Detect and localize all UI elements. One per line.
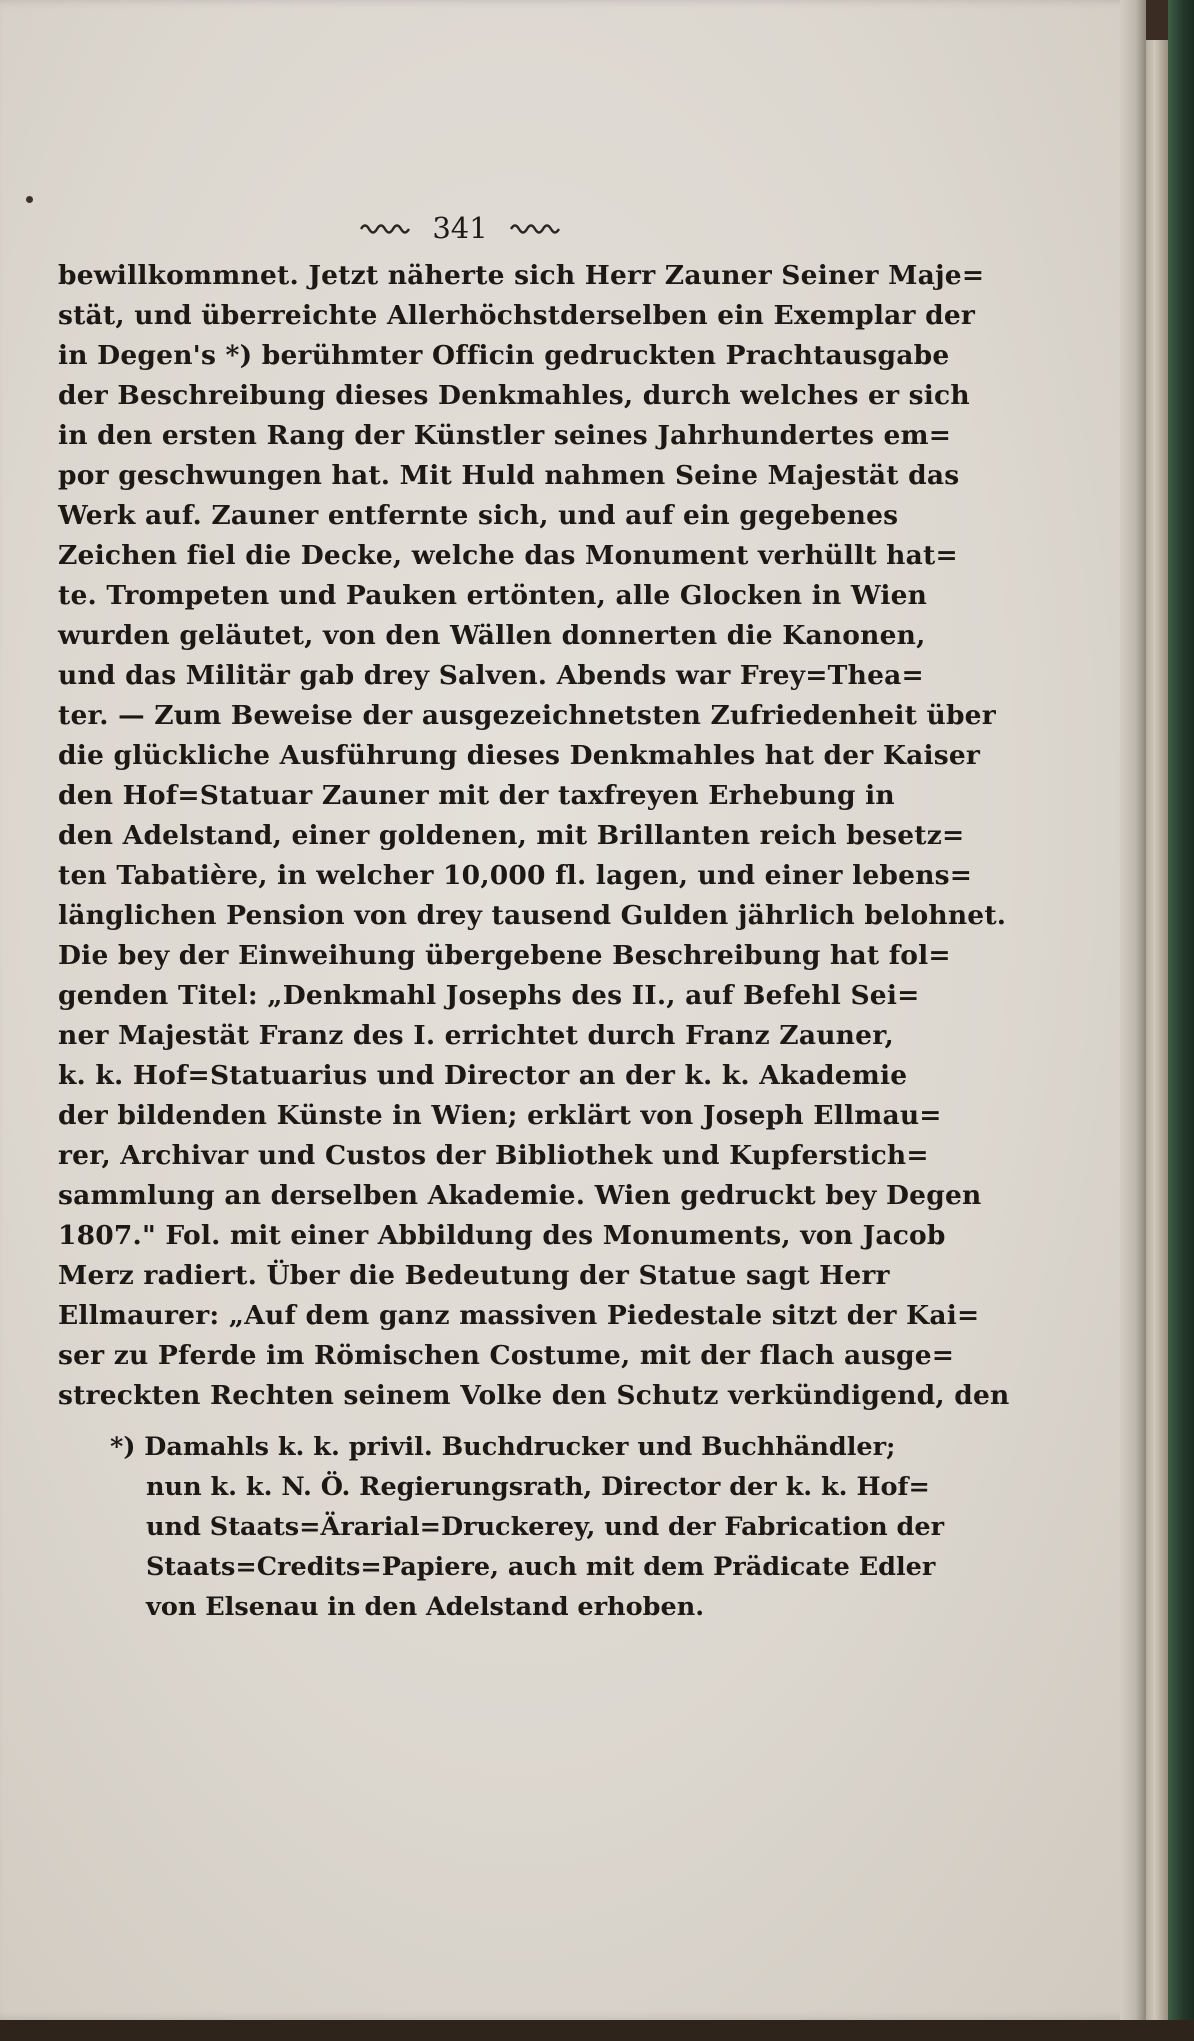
text-line: ter. — Zum Beweise der ausgezeichnetsten Zufriedenheit über xyxy=(58,700,996,731)
table-surface xyxy=(0,2020,1194,2041)
text-line: genden Titel: „Denkmahl Josephs des II., auf Befehl Sei= xyxy=(58,980,920,1011)
page-edge xyxy=(1120,0,1146,2020)
text-line: por geschwungen hat. Mit Huld nahmen Seine Majestät das xyxy=(58,460,960,491)
text-line: wurden geläutet, von den Wällen donnerten die Kanonen, xyxy=(58,620,926,651)
text-line: 1807." Fol. mit einer Abbildung des Monuments, von Jacob xyxy=(58,1220,946,1251)
text-line: die glückliche Ausführung dieses Denkmahles hat der Kaiser xyxy=(58,740,981,771)
text-line: ner Majestät Franz des I. errichtet durch Franz Zauner, xyxy=(58,1020,894,1051)
text-line: der bildenden Künste in Wien; erklärt von Joseph Ellmau= xyxy=(58,1100,942,1131)
page-number: 341 xyxy=(432,211,488,245)
text-line: in den ersten Rang der Künstler seines Jahrhundertes em= xyxy=(58,420,952,451)
ornament-right-icon xyxy=(510,221,560,235)
text-line: länglichen Pension von drey tausend Gulden jährlich belohnet. xyxy=(58,900,1007,931)
text-line: Zeichen fiel die Decke, welche das Monument verhüllt hat= xyxy=(58,540,958,571)
text-line: Ellmaurer: „Auf dem ganz massiven Piedestale sitzt der Kai= xyxy=(58,1300,980,1331)
footnote-line: und Staats=Ärarial=Druckerey, und der Fabrication der xyxy=(146,1512,945,1542)
text-line: bewillkommnet. Jetzt näherte sich Herr Zauner Seiner Maje= xyxy=(58,260,985,291)
text-line: te. Trompeten und Pauken ertönten, alle Glocken in Wien xyxy=(58,580,928,611)
text-line: Merz radiert. Über die Bedeutung der Statue sagt Herr xyxy=(58,1260,890,1291)
footnote-line: *) Damahls k. k. privil. Buchdrucker und Buchhändler; xyxy=(110,1432,896,1462)
text-line: und das Militär gab drey Salven. Abends war Frey=Thea= xyxy=(58,660,924,691)
ornament-left-icon xyxy=(360,221,410,235)
text-line: in Degen's *) berühmter Officin gedruckten Prachtausgabe xyxy=(58,340,950,371)
text-line: streckten Rechten seinem Volke den Schutz verkündigend, den xyxy=(58,1380,1010,1411)
ink-spot xyxy=(26,196,33,203)
footnote-line: Staats=Credits=Papiere, auch mit dem Prädicate Edler xyxy=(146,1552,936,1582)
text-line: stät, und überreichte Allerhöchstderselben ein Exemplar der xyxy=(58,300,976,331)
text-line: rer, Archivar und Custos der Bibliothek und Kupferstich= xyxy=(58,1140,929,1171)
footnote-line: nun k. k. N. Ö. Regierungsrath, Director der k. k. Hof= xyxy=(146,1472,930,1502)
text-line: ser zu Pferde im Römischen Costume, mit der flach ausge= xyxy=(58,1340,955,1371)
text-line: Werk auf. Zauner entfernte sich, und auf ein gegebenes xyxy=(58,500,899,531)
text-line: den Adelstand, einer goldenen, mit Brillanten reich besetz= xyxy=(58,820,965,851)
main-text xyxy=(58,256,1010,1416)
text-line: sammlung an derselben Akademie. Wien gedruckt bey Degen xyxy=(58,1180,982,1211)
text-line: den Hof=Statuar Zauner mit der taxfreyen Erhebung in xyxy=(58,780,895,811)
text-line: Die bey der Einweihung übergebene Beschreibung hat fol= xyxy=(58,940,951,971)
text-line: ten Tabatière, in welcher 10,000 fl. lagen, und einer lebens= xyxy=(58,860,973,891)
page-stack-edge xyxy=(1146,40,1168,2025)
page-header xyxy=(330,208,590,248)
text-line: der Beschreibung dieses Denkmahles, durch welches er sich xyxy=(58,380,970,411)
text-line: k. k. Hof=Statuarius und Director an der k. k. Akademie xyxy=(58,1060,908,1091)
footnote xyxy=(110,1427,945,1627)
footnote-line: von Elsenau in den Adelstand erhoben. xyxy=(146,1592,705,1622)
book-cover-edge xyxy=(1168,0,1194,2041)
